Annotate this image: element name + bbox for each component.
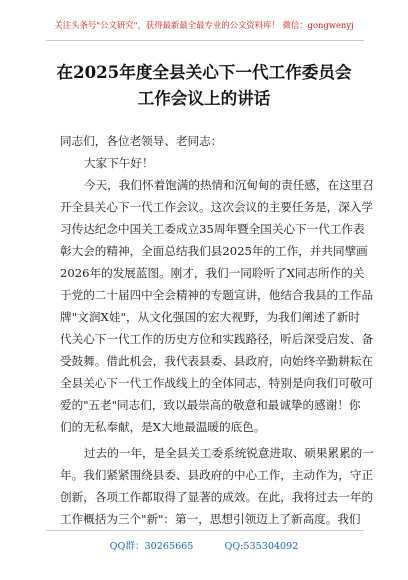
footer-qq: QQ:535304092 bbox=[224, 541, 299, 552]
body-line: 全县关心下一代工作战线上的全体同志，特别是向我们可敬可 bbox=[60, 376, 374, 390]
body-line-greeting: 大家下午好！ bbox=[84, 156, 154, 170]
body-line: 们的无私奉献，是X大地最温暖的底色。 bbox=[60, 420, 266, 434]
document-title-line-1: 在2025年度全县关心下一代工作委员会 bbox=[56, 62, 352, 82]
body-line-salutation: 同志们，各位老领导、老同志： bbox=[60, 134, 223, 148]
body-line: 工作概括为三个"新"：第一，思想引领迈上了新高度。我们 bbox=[60, 512, 361, 526]
body-line: 过去的一年，是全县关工委系统锐意进取、硕果累累的一 bbox=[84, 446, 374, 460]
body-line: 牌"文润X娃"，从文化强国的宏大视野，为我们阐述了新时 bbox=[60, 310, 360, 324]
body-line: 彰大会的精神，全面总结我们县2025年的工作，并共同擘画 bbox=[60, 244, 368, 258]
body-line: 代关心下一代工作的历史方位和实践路径，听后深受启发、备 bbox=[60, 332, 374, 346]
body-line: 于党的二十届四中全会精神的专题宣讲，他结合我县的工作品 bbox=[60, 288, 374, 302]
header-divider bbox=[46, 40, 364, 41]
body-line: 爱的"五老"同志们，致以最崇高的敬意和最诚挚的感谢！你 bbox=[60, 398, 361, 412]
footer-divider bbox=[46, 530, 364, 531]
body-line: 受鼓舞。借此机会，我代表县委、县政府，向始终辛勤耕耘在 bbox=[60, 354, 374, 368]
body-line: 习传达纪念中国关工委成立35周年暨全国关心下一代工作表 bbox=[60, 222, 365, 236]
body-line: 开全县关心下一代工作会议。这次会议的主要任务是，深入学 bbox=[60, 200, 374, 214]
body-line: 创新，各项工作都取得了显著的成效。在此，我将过去一年的 bbox=[60, 490, 374, 504]
body-line: 今天，我们怀着饱满的热情和沉甸甸的责任感，在这里召 bbox=[84, 178, 374, 192]
document-title-line-2: 工作会议上的讲话 bbox=[137, 88, 271, 108]
header-promo-note: 关注头条号"公文研究"，获得最新最全最专业的公文资料库！ 微信：gongwenyj bbox=[54, 20, 354, 30]
body-line: 2026年的发展蓝图。刚才，我们一同聆听了X同志所作的关 bbox=[60, 266, 365, 280]
footer-contact bbox=[0, 538, 408, 552]
footer-qq-group: QQ群：30265665 bbox=[109, 541, 194, 552]
body-line: 年。我们紧紧围绕县委、县政府的中心工作，主动作为，守正 bbox=[60, 468, 374, 482]
